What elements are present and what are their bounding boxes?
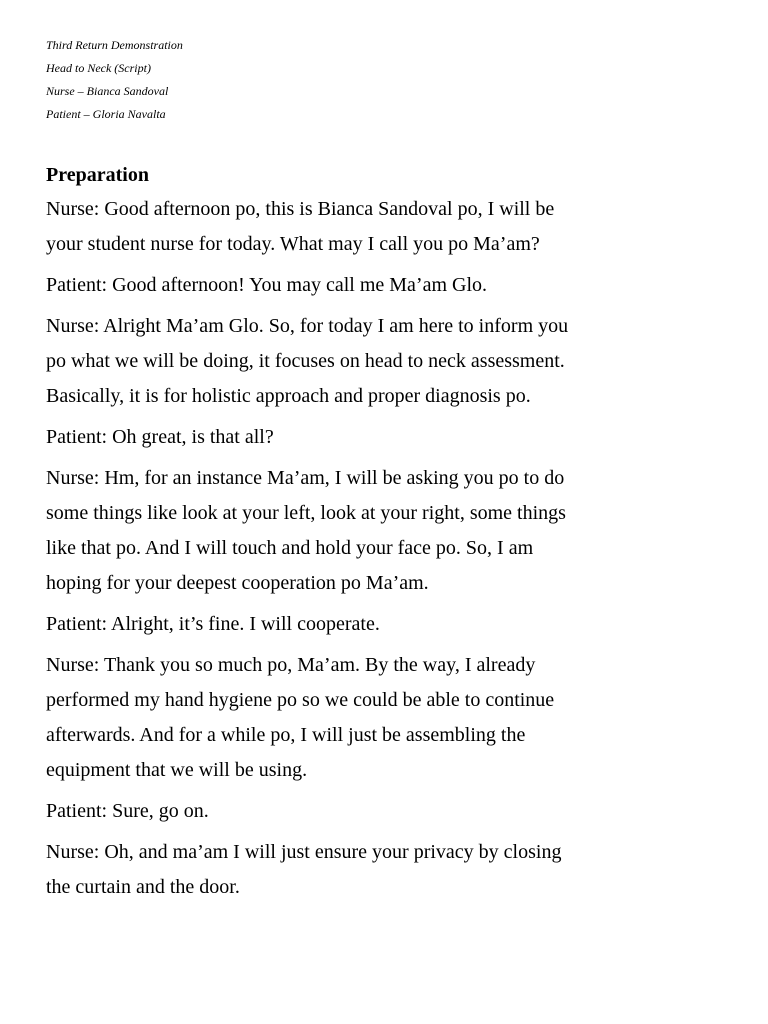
- dialogue-paragraph: Nurse: Alright Ma’am Glo. So, for today I am here to inform you po what we will be doing, it focuses on head to neck assessment. Basically, it is for holistic approach and proper diagnosis po.: [46, 315, 569, 407]
- dialogue-paragraph: Nurse: Thank you so much po, Ma’am. By the way, I already performed my hand hygiene po so we could be able to continue afterwards. And for a while po, I will just be assembling the equipment that we will be using.: [46, 654, 555, 781]
- header-line-subtitle: Head to Neck (Script): [46, 61, 151, 75]
- header-line-title: Third Return Demonstration: [46, 38, 183, 52]
- document-header: [46, 34, 446, 126]
- dialogue-paragraph: Patient: Good afternoon! You may call me Ma’am Glo.: [46, 274, 488, 296]
- dialogue-paragraph: Nurse: Good afternoon po, this is Bianca Sandoval po, I will be your student nurse for today. What may I call you po Ma’am?: [46, 198, 555, 255]
- header-line-nurse: Nurse – Bianca Sandoval: [46, 84, 169, 98]
- dialogue-paragraph: Patient: Sure, go on.: [46, 800, 209, 822]
- dialogue-paragraph: Patient: Oh great, is that all?: [46, 426, 274, 448]
- dialogue-paragraph: Patient: Alright, it’s fine. I will cooperate.: [46, 613, 380, 635]
- dialogue-paragraph: Nurse: Hm, for an instance Ma’am, I will be asking you po to do some things like look at your left, look at your right, some things like that po. And I will touch and hold your face po. So, I am hoping for your deepest cooperation po Ma’am.: [46, 467, 566, 594]
- dialogue-paragraph: Nurse: Oh, and ma’am I will just ensure your privacy by closing the curtain and the door.: [46, 841, 562, 898]
- header-line-patient: Patient – Gloria Navalta: [46, 107, 166, 121]
- section-title: Preparation: [46, 164, 149, 186]
- document-body: [46, 158, 746, 911]
